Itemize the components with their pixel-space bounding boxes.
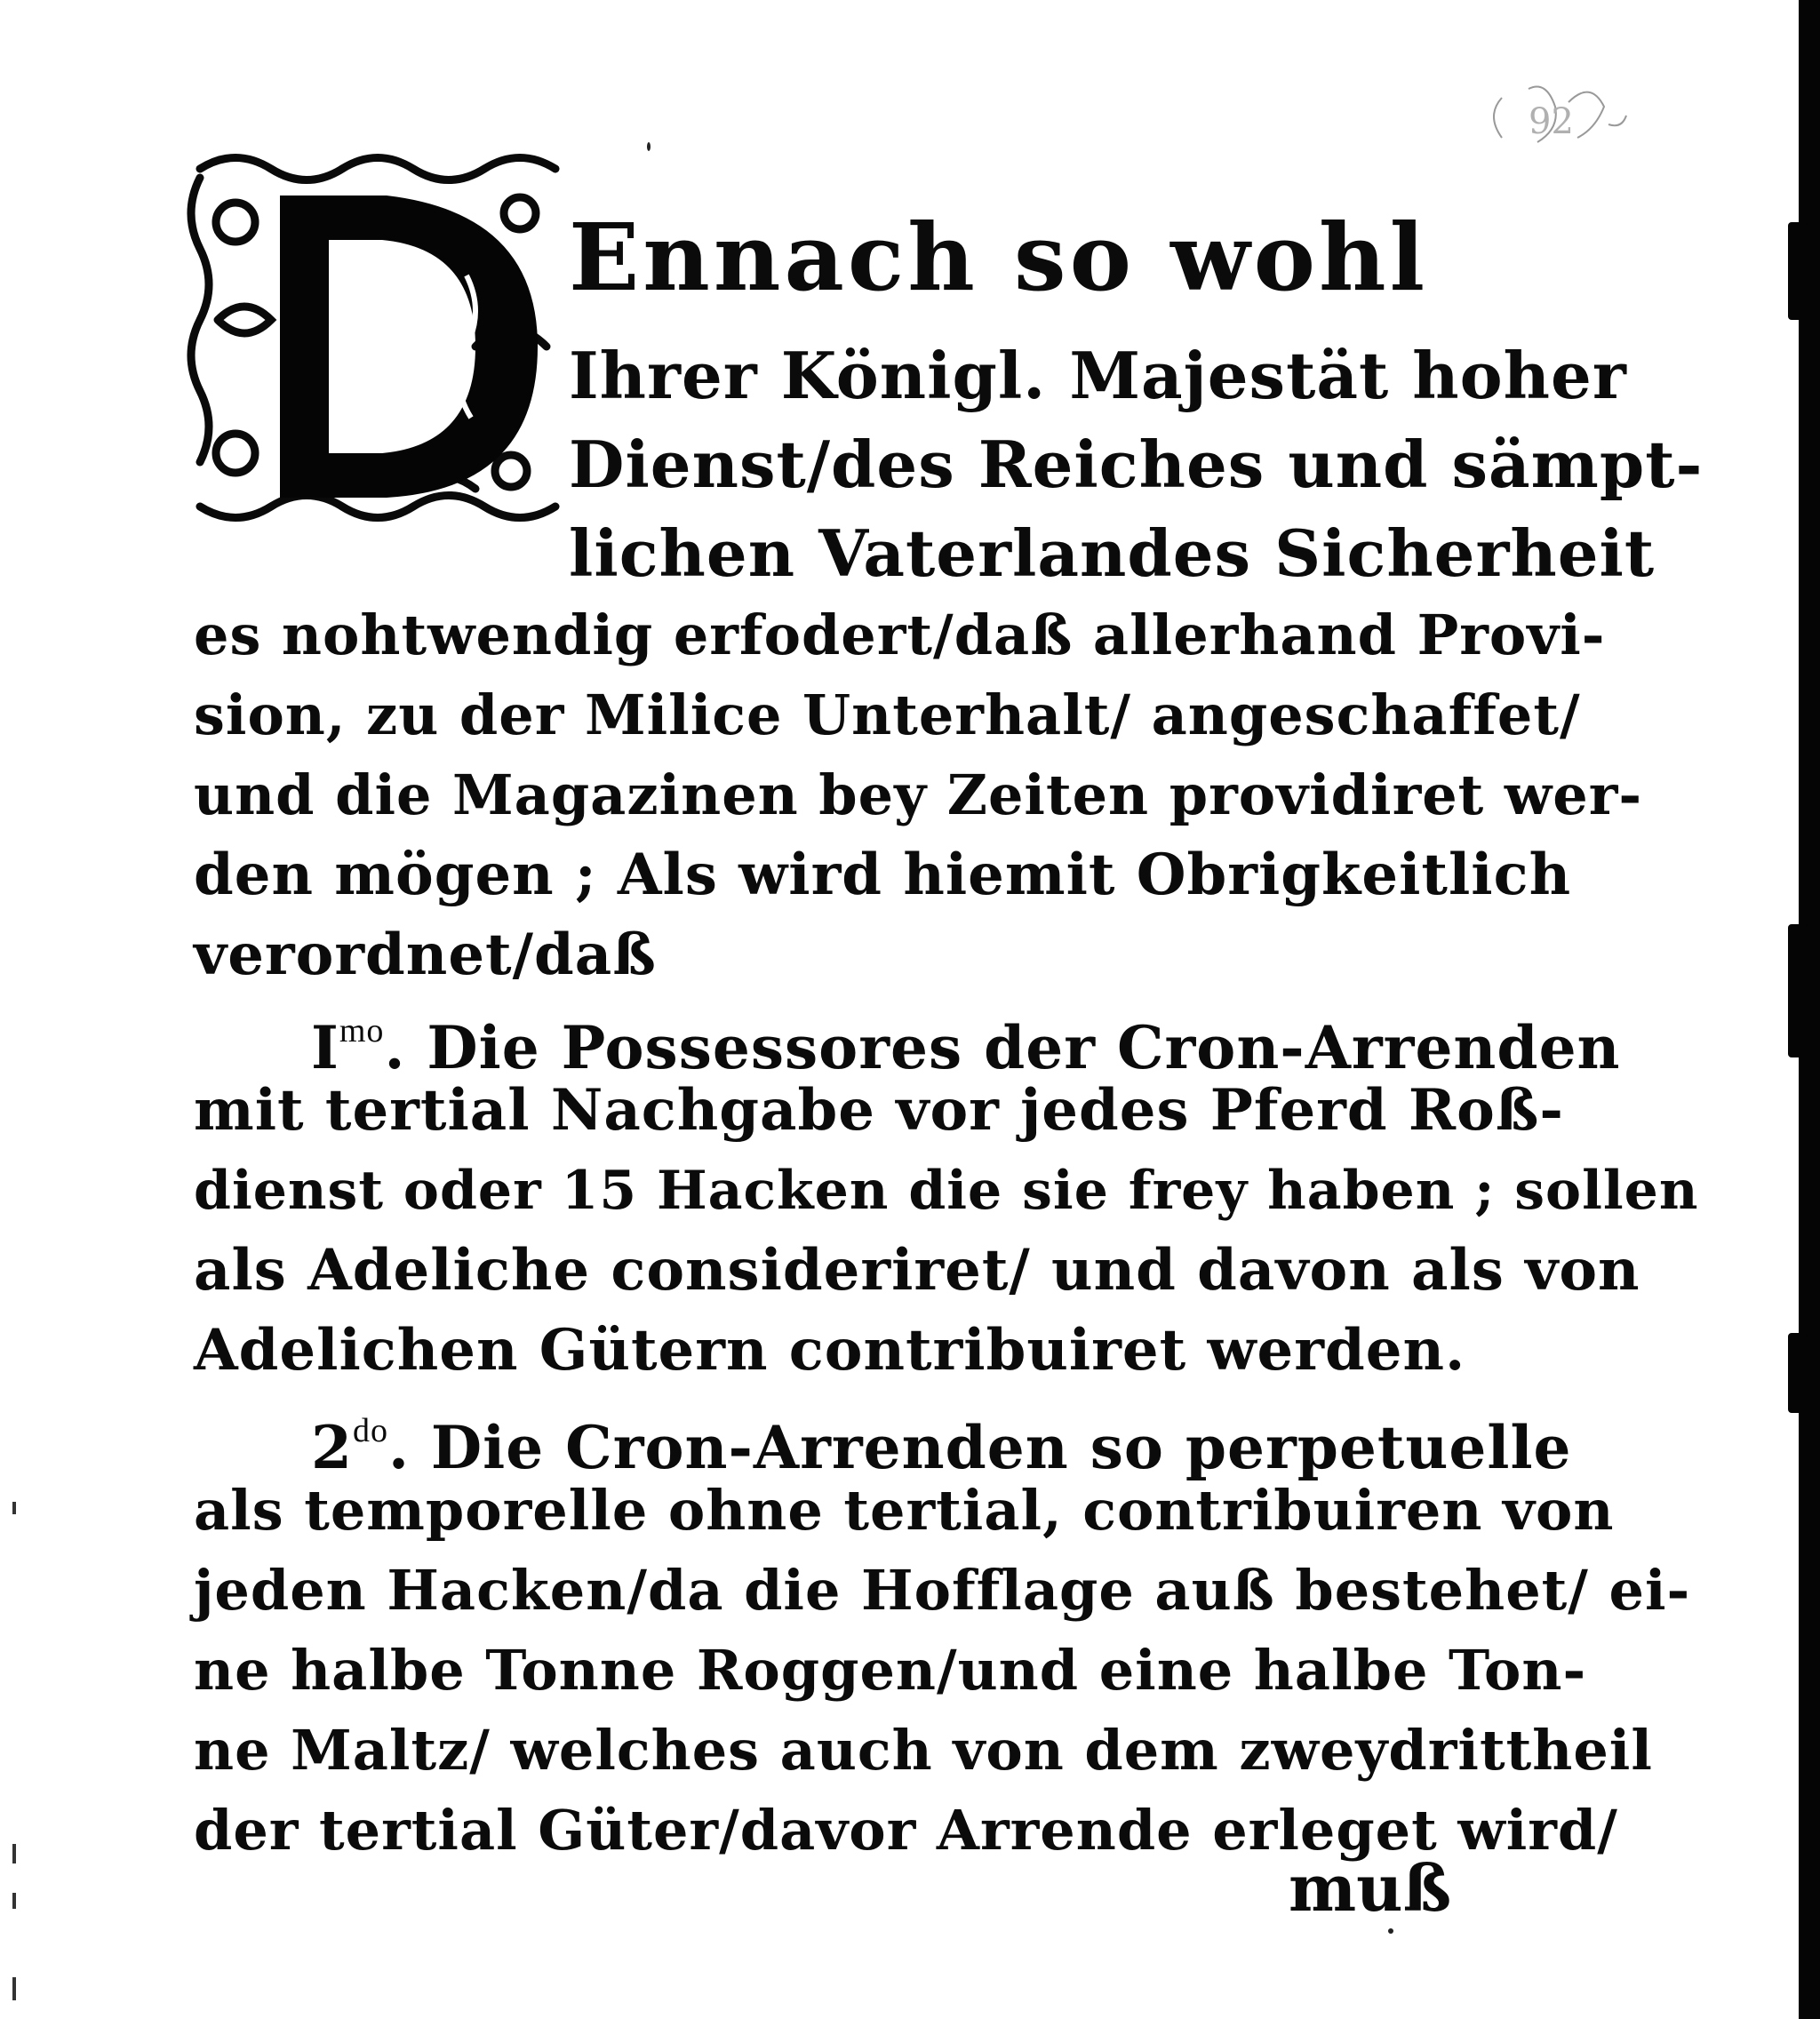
ordinal-marker-2: $2^{do}$. bbox=[311, 1412, 431, 1482]
text-line-20: der tertial Güter/davor Arrende erleget wird/ bbox=[194, 1798, 1618, 1863]
text-line-19: ne Maltz/ welches auch von dem zweydrittheil bbox=[194, 1718, 1653, 1783]
opening-line-text: Ennach so wohl bbox=[569, 203, 1429, 312]
margin-mark bbox=[12, 1893, 16, 1909]
text-line-13: als Adeliche consideriret/ und davon als von bbox=[194, 1237, 1640, 1304]
ordinal-number: 2 bbox=[311, 1413, 353, 1482]
text-line-2: Ihrer Königl. Majestät hoher bbox=[569, 338, 1627, 413]
text-line-4: lichen Vaterlandes Sicherheit bbox=[569, 515, 1656, 591]
margin-mark bbox=[12, 1502, 16, 1514]
text-line-6: sion, zu der Milice Unterhalt/ angeschaffet/ bbox=[194, 682, 1581, 747]
margin-mark bbox=[12, 1977, 16, 2000]
margin-mark bbox=[12, 1844, 16, 1863]
text-line-12: dienst oder 15 Hacken die sie frey haben ; sollen bbox=[194, 1160, 1699, 1222]
text-line-7: und die Magazinen bey Zeiten providiret wer- bbox=[194, 762, 1643, 827]
ordinal-suffix: do bbox=[352, 1412, 388, 1449]
text-line-17: jeden Hacken/da die Hofflage auß bestehet/ ei- bbox=[194, 1558, 1691, 1623]
ordinal-marker-1: $I^{mo}$. bbox=[311, 1012, 427, 1082]
text-line-3: Dienst/des Reiches und sämpt- bbox=[569, 427, 1704, 502]
paragraph-2-first-line: Die Cron-Arrenden so perpetuelle bbox=[430, 1413, 1572, 1482]
paragraph-1-first-line: Die Possessores der Cron-Arrenden bbox=[427, 1013, 1621, 1082]
text-line-8: den mögen ; Als wird hiemit Obrigkeitlich bbox=[194, 842, 1572, 908]
text-line-1 bbox=[569, 203, 1429, 312]
corner-note-text: 92 bbox=[1529, 101, 1574, 142]
text-line-11: mit tertial Nachgabe vor jedes Pferd Roß- bbox=[194, 1077, 1564, 1144]
text-line-9: verordnet/daß bbox=[194, 922, 657, 988]
text-line-18: ne halbe Tonne Roggen/und eine halbe Ton- bbox=[194, 1638, 1587, 1703]
text-line-5: es nohtwendig erfodert/daß allerhand Provi- bbox=[194, 603, 1606, 667]
text-line-14: Adelichen Gütern contribuiret werden. bbox=[194, 1317, 1466, 1384]
ordinal-number: I bbox=[311, 1013, 339, 1082]
scan-speck bbox=[1388, 1928, 1393, 1934]
catchword: muß bbox=[1289, 1850, 1452, 1926]
text-line-16: als temporelle ohne tertial, contribuiren von bbox=[194, 1478, 1615, 1543]
ordinal-suffix: mo bbox=[339, 1012, 385, 1049]
scan-speck bbox=[647, 142, 651, 151]
